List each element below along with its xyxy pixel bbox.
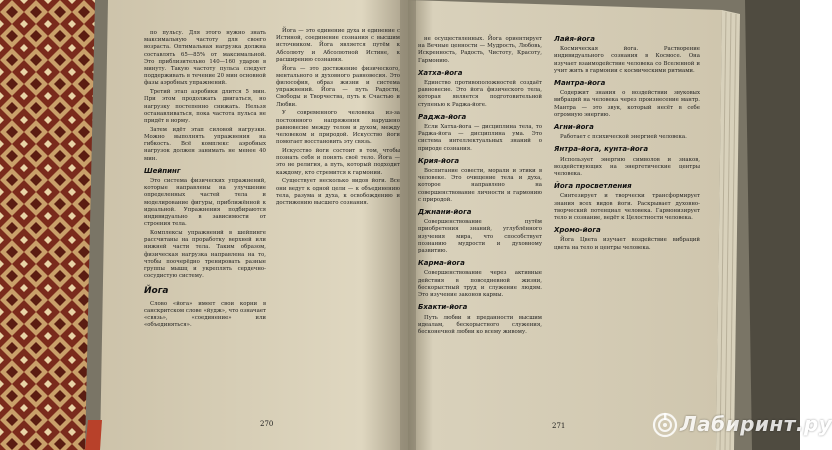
paragraph: Космическая йога. Растворение индивидуального сознания в Космосе. Она изучает взаимодействие человека со Вселенной и учит жить в гармонии с космическими ритмами.: [554, 46, 700, 74]
paragraph: Совершенствование путём приобретения знаний, углублённого изучения мира, что способствует познанию мудрости и духовному развитию.: [418, 219, 542, 255]
labirint-logo-icon: [652, 412, 678, 438]
section-heading-raja-yoga: Раджа-йога: [418, 112, 467, 121]
right-page-column-2: [554, 36, 700, 253]
paragraph: Слово «йога» имеет свои корни в санскритском слове «йудж», что означает «связь», «соединение» или «объединяться».: [144, 300, 266, 329]
paragraph: по пульсу. Для этого нужно знать максимальную частоту для своего возраста. Оптимальная нагрузка должна составлять 65—85% от максимальной. Это приблизительно 140—160 ударов в минуту. Такую частоту пульса следует поддерживать в течение 20 мин основной фазы аэробных упражнений.: [144, 30, 266, 87]
paragraph: Комплексы упражнений в шейпинге рассчитаны на проработку верхней или нижней части тела. Таким образом, физическая нагрузка направлена на то, чтобы поочерёдно тренировать разные группы мышц и укреплять сердечно-сосудистую систему.: [144, 230, 266, 280]
paragraph: Работает с психической энергией человека.: [560, 134, 687, 141]
paragraph: Йога — это достижение физического, ментального и духовного равновесия. Это философия, образ жизни и система упражнений. Йога — путь Радости, Свободы и Творчества, путь к Счастью и Любви.: [276, 65, 400, 108]
paragraph: Путь любви и преданности высшим идеалам, бескорыстного служения, бесконечной любви ко всему живому.: [418, 314, 542, 335]
section-heading-kriya-yoga: Крия-йога: [418, 156, 460, 165]
right-page: [412, 36, 708, 434]
paragraph: Йога Цвета изучает воздействие вибраций цвета на тело и центры человека.: [554, 237, 700, 251]
section-heading-mantra-yoga: Мантра-йога: [554, 79, 606, 88]
page-number-left: 270: [260, 420, 274, 428]
paragraph: Третий этап аэробики длится 5 мин. При этом продолжать двигаться, но нагрузку постепенно снижать. Нельзя останавливаться, пока частота пульса не придёт в норму.: [144, 89, 266, 125]
section-heading-agni-yoga: Агни-йога: [554, 123, 594, 132]
paragraph: Синтезирует и творчески трансформирует знания всех видов йоги. Раскрывает духовно-творческий потенциал человека. Гармонизирует тело и сознание, ведёт к Целостности человека.: [554, 193, 700, 222]
paragraph: Совершенствование через активные действия в повседневной жизни, бескорыстный труд и служение людям. Это изучение законов кармы.: [418, 270, 542, 299]
section-heading-shaping: Шейпинг: [144, 166, 181, 175]
paragraph: Воспитание совести, морали и этики в человеке. Это очищение тела и духа, которое направлено на совершенствование личности и гармонию с природой.: [418, 168, 542, 203]
page-number-right: 271: [552, 422, 566, 430]
section-heading-yantra-yoga: Янтра-йога, кунта-йога: [554, 145, 649, 154]
section-heading-hatha-yoga: Хатха-йога: [418, 68, 463, 77]
paragraph: Содержит знания о воздействии звуковых вибраций на человека через произнесение мантр. Мантра — это звук, который несёт в себе огромную энергию.: [554, 90, 700, 118]
paragraph: Йога — это единение духа и единение с Истиной, соединение сознания с высшим источником. Йога является путём к Абсолюту и Абсолютной Истине, к расширению сознания.: [276, 28, 400, 63]
labirint-watermark: [648, 408, 832, 442]
section-heading-yoga: Йога: [144, 286, 169, 297]
paragraph: Искусство йоги состоит в том, чтобы познать себя и понять своё тело. Йога — это не религия, а путь, который подходит каждому, кто стремится к гармонии.: [276, 148, 400, 176]
section-heading-jnana-yoga: Джнани-йога: [418, 208, 472, 217]
left-page-column-1: [144, 30, 266, 331]
paragraph: Это система физических упражнений, которые направлены на улучшение определенных частей тела и моделирование фигуры, приближённой к идеальной. Упражнения подбираются индивидуально в зависимости от строения тела.: [144, 178, 266, 228]
paragraph: Если Хатха-йога — дисциплина тела, то Раджа-йога — дисциплина ума. Это система интеллектуальных знаний о природе сознания.: [418, 124, 542, 152]
section-heading-laya-yoga: Лайя-йога: [554, 35, 595, 43]
paragraph: Существует несколько видов йоги. Все они ведут к одной цели — к объединению тела, разума и духа, к освобождению и достижению высшего сознания.: [276, 178, 400, 207]
left-page-column-2: [276, 28, 400, 209]
left-page: [120, 28, 406, 438]
paragraph: не осуществленных. Йога ориентирует на Вечные ценности — Мудрость, Любовь, Искренность, Радость, Чистоту, Красоту, Гармонию.: [418, 36, 542, 64]
paragraph: Затем идёт этап силовой нагрузки. Можно выполнять упражнения на гибкость. Всё комплекс аэробных нагрузок должен занимать не менее 40 мин.: [144, 126, 266, 162]
section-heading-chromo-yoga: Хромо-йога: [554, 226, 601, 235]
right-page-column-1: [418, 36, 542, 338]
paragraph: Единство противоположностей создаёт равновесие. Это йога физического тела, которая является подготовительной ступенью к Раджа-йоге.: [418, 80, 542, 108]
paragraph: У современного человека из-за постоянного напряжения нарушено равновесие между телом и духом, между человеком и природой. Искусство йоги помогает восстановить эту связь.: [276, 110, 400, 146]
watermark-text: Лабиринт.ру: [680, 412, 832, 436]
section-heading-karma-yoga: Карма-йога: [418, 259, 465, 268]
paragraph: Использует энергию символов и знаков, воздействующих на энергетические центры человека.: [554, 156, 700, 178]
section-heading-enlightenment-yoga: Йога просветления: [554, 182, 632, 191]
section-heading-bhakti-yoga: Бхакти-йога: [418, 303, 468, 312]
